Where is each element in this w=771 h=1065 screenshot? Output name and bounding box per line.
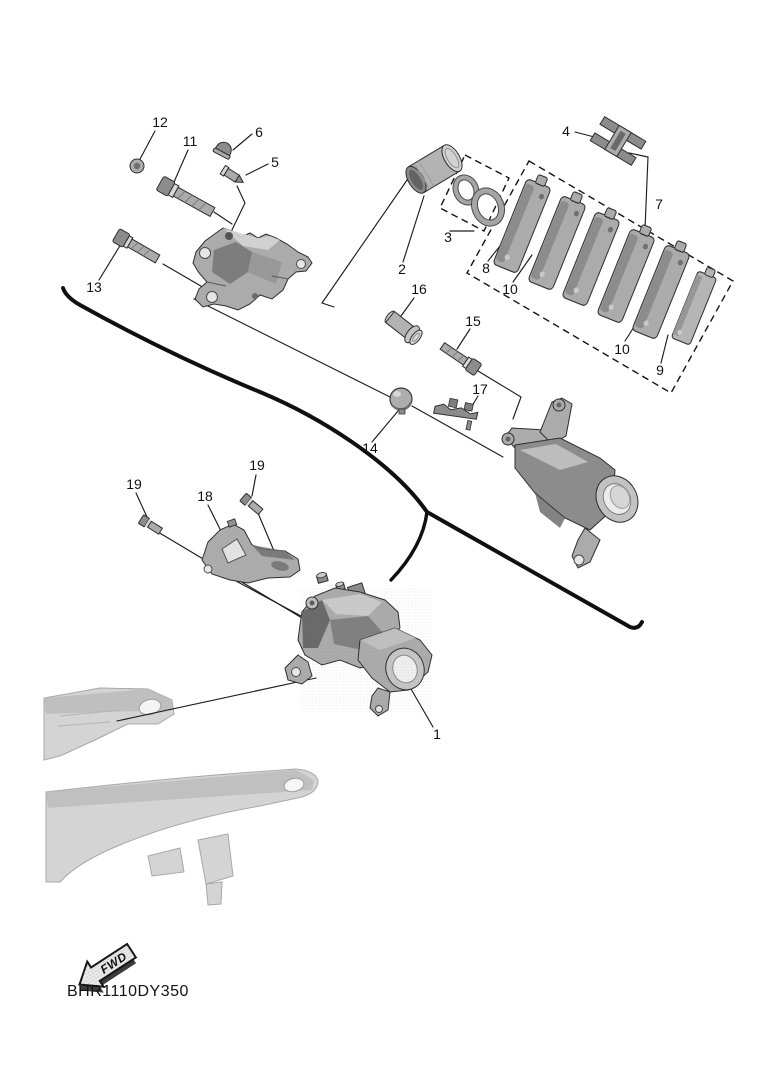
- callout-1[interactable]: 1: [433, 726, 441, 742]
- callout-17[interactable]: 17: [472, 381, 488, 397]
- callout-3[interactable]: 3: [444, 229, 452, 245]
- callout-15[interactable]: 15: [465, 313, 481, 329]
- callout-7[interactable]: 7: [655, 196, 663, 212]
- callout-8[interactable]: 8: [482, 260, 490, 276]
- callout-4[interactable]: 4: [562, 123, 570, 139]
- part-pad-support-17: [432, 396, 480, 431]
- part-pad-spring-4: [590, 117, 646, 166]
- part-nut-12: [130, 159, 144, 173]
- part-bolt-19-left: [138, 515, 163, 536]
- brake-pad-set: [493, 171, 720, 345]
- part-bracket-18: [202, 519, 300, 583]
- callout-9[interactable]: 9: [656, 362, 664, 378]
- part-caliper-bracket: [502, 398, 646, 568]
- callout-11[interactable]: 11: [182, 133, 198, 149]
- callout-5[interactable]: 5: [271, 154, 279, 170]
- fwd-label: FWD: [97, 949, 130, 977]
- brake-pad-kit-box: [467, 161, 733, 393]
- part-caliper-assembly-1: [285, 571, 432, 716]
- part-bleed-screw-5: [220, 165, 246, 186]
- callout-16[interactable]: 16: [411, 281, 427, 297]
- callout-13[interactable]: 13: [86, 279, 102, 295]
- swingarm-ghost: [44, 688, 318, 905]
- callout-6[interactable]: 6: [255, 124, 263, 140]
- callout-12[interactable]: 12: [152, 114, 168, 130]
- callout-2[interactable]: 2: [398, 261, 406, 277]
- part-caliper-body-upper: [193, 228, 312, 310]
- diagram-code: BHR1110DY350: [67, 983, 189, 1000]
- callout-19-left[interactable]: 19: [126, 476, 142, 492]
- callout-14[interactable]: 14: [362, 440, 378, 456]
- part-bolt-11: [156, 176, 216, 219]
- part-bolt-15: [438, 340, 481, 376]
- part-cap-6: [213, 139, 235, 160]
- part-grommet-14: [390, 388, 412, 414]
- callout-10-second[interactable]: 10: [614, 341, 630, 357]
- callout-10-first[interactable]: 10: [502, 281, 518, 297]
- callout-19-right[interactable]: 19: [249, 457, 265, 473]
- divider-branch-line: [391, 512, 427, 580]
- callout-18[interactable]: 18: [197, 488, 213, 504]
